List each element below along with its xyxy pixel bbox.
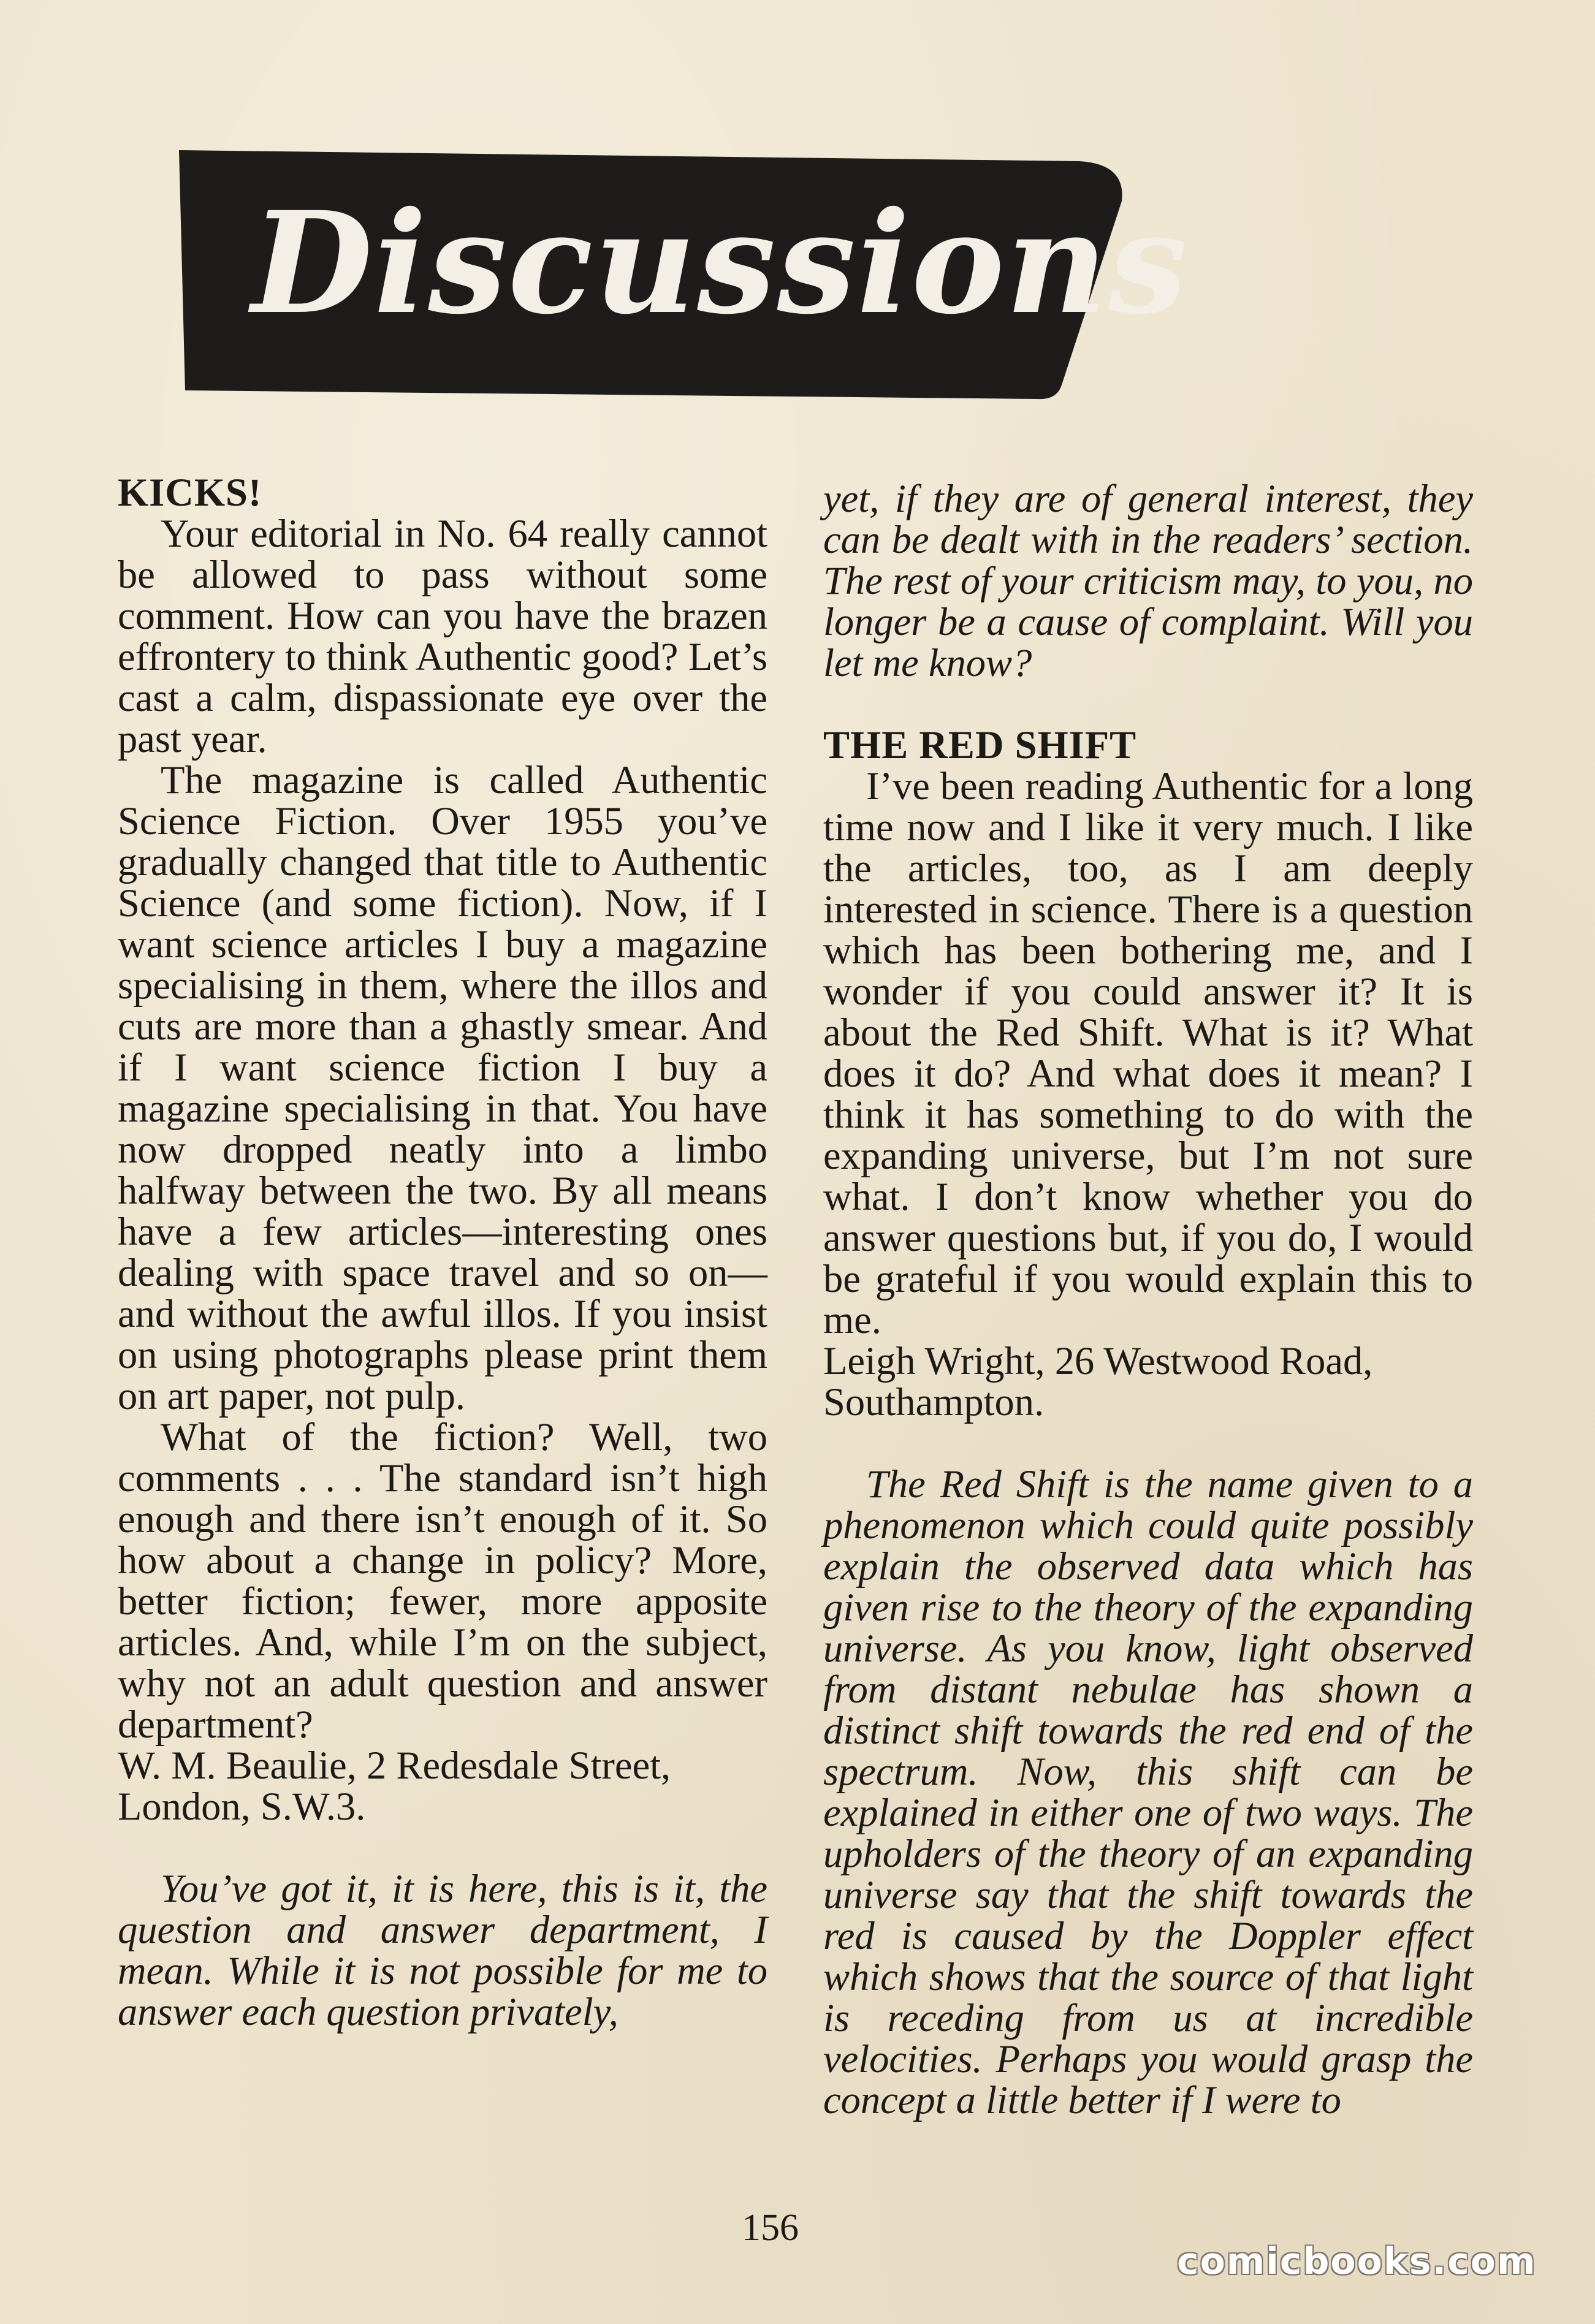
letter1-signature-city: London, S.W.3. [118, 1785, 366, 1828]
letter1-signature-name: W. M. Beaulie, 2 Redesdale Street, [118, 1744, 671, 1787]
editor-reply-1-end: yet, if they are of general interest, they can be dealt with in the readers’ section. The rest of your criticism may, to you, no longer be a cause of complaint. Will you let me know? [823, 477, 1473, 685]
left-column [118, 472, 767, 2032]
letter1-paragraph-1: Your editorial in No. 64 really cannot be allowed to pass without some comment. How can you have the brazen effrontery to think Authentic good? Let’s cast a calm, dispassionate eye over the past year. [118, 512, 767, 761]
editor-reply-2: The Red Shift is the name given to a phenomenon which could quite possibly explain the observed data which has given rise to the theory of the expanding universe. As you know, light observed from distant nebulae has shown a distinct shift towards the red end of the spectrum. Now, this shift can be explained in either one of two ways. The upholders of the theory of an expanding universe say that the shift towards the red is caused by the Doppler effect which shows that the source of that light is receding from us at incredible velocities. Perhaps you would grasp the concept a little better if I were to [823, 1462, 1473, 2122]
section-title: Discussions [251, 181, 1189, 345]
watermark: comicbooks.com [1177, 2240, 1537, 2283]
letter1-paragraph-3: What of the fiction? Well, two comments . . . The standard isn’t high enough and there isn’t enough of it. So how about a change in policy? More, better fiction; fewer, more apposite articles. And, while I’m on the subject, why not an adult question and answer department? [118, 1415, 767, 1746]
letter2-signature-name: Leigh Wright, 26 Westwood Road, [823, 1339, 1373, 1383]
letter2-paragraph: I’ve been reading Authentic for a long time now and I like it very much. I like the articles, too, as I am deeply interested in science. There is a question which has been bothering me, and I wonder if you could answer it? It is about the Red Shift. What is it? What does it do? And what does it mean? I think it has something to do with the expanding universe, but I’m not sure what. I don’t know whether you do answer questions but, if you do, I would be grateful if you would explain this to me. [823, 764, 1473, 1342]
letter-heading-red-shift: THE RED SHIFT [823, 723, 1137, 767]
letter-heading-kicks: KICKS! [118, 471, 262, 514]
editor-reply-1-start: You’ve got it, it is here, this is it, the question and answer department, I mean. While it is not possible for me to answer each question privately, [118, 1867, 767, 2034]
right-column [823, 478, 1473, 2121]
section-banner [179, 143, 1189, 400]
page-number: 156 [742, 2207, 799, 2249]
letter1-paragraph-2: The magazine is called Authentic Science Fiction. Over 1955 you’ve gradually changed that title to Authentic Science (and some fiction). Now, if I want science articles I buy a magazine specialising in them, where the illos and cuts are more than a ghastly smear. And if I want science fiction I buy a magazine specialising in that. You have now dropped neatly into a limbo halfway between the two. By all means have a few articles—interesting ones dealing with space travel and so on—and without the awful illos. If you insist on using photographs please print them on art paper, not pulp. [118, 758, 767, 1418]
letter2-signature-city: Southampton. [823, 1380, 1045, 1424]
